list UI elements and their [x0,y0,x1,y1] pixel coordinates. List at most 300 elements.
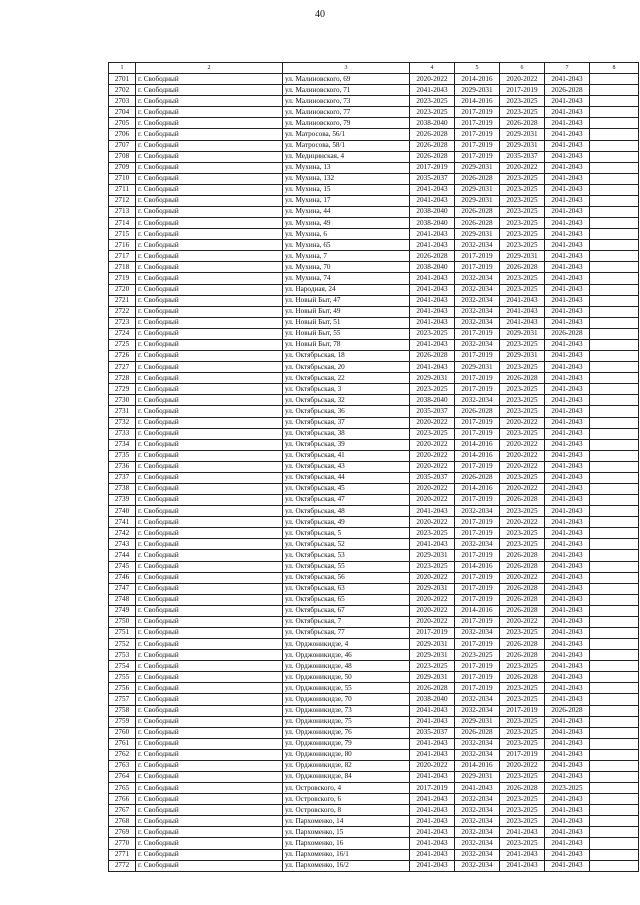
row-number-cell: 2747 [109,583,136,594]
row-number-cell: 2720 [109,284,136,295]
table-row [109,827,639,838]
row-number-cell: 2757 [109,694,136,705]
period-cell: 2017-2019 [455,517,500,528]
period-cell: 2041-2043 [545,107,590,118]
period-cell: 2023-2025 [500,683,545,694]
note-cell [590,284,639,295]
table-row [109,605,639,616]
address-cell: ул. Октябрьская, 7 [283,616,410,627]
table-row [109,472,639,483]
period-cell: 2041-2043 [545,572,590,583]
column-header: 2 [136,63,283,74]
period-cell: 2029-2031 [410,639,455,650]
address-cell: ул. Октябрьская, 32 [283,395,410,406]
period-cell: 2041-2043 [545,749,590,760]
row-number-cell: 2722 [109,306,136,317]
table-body [109,74,639,872]
row-number-cell: 2761 [109,738,136,749]
period-cell: 2041-2043 [410,85,455,96]
city-cell: г. Свободный [136,306,283,317]
city-cell: г. Свободный [136,96,283,107]
period-cell: 2026-2028 [410,251,455,262]
period-cell: 2023-2025 [500,772,545,783]
period-cell: 2041-2043 [500,849,545,860]
note-cell [590,838,639,849]
table-row [109,240,639,251]
note-cell [590,229,639,240]
period-cell: 2032-2034 [455,705,500,716]
period-cell: 2020-2022 [410,572,455,583]
address-cell: ул. Орджоникидзе, 48 [283,661,410,672]
period-cell: 2041-2043 [410,229,455,240]
city-cell: г. Свободный [136,661,283,672]
period-cell: 2017-2019 [500,85,545,96]
city-cell: г. Свободный [136,528,283,539]
period-cell: 2026-2028 [500,550,545,561]
address-cell: ул. Пархоменко, 16/2 [283,860,410,871]
row-number-cell: 2772 [109,860,136,871]
period-cell: 2023-2025 [500,284,545,295]
address-cell: ул. Орджоникидзе, 73 [283,705,410,716]
period-cell: 2041-2043 [545,827,590,838]
period-cell: 2029-2031 [410,373,455,384]
period-cell: 2020-2022 [410,594,455,605]
table-row [109,218,639,229]
address-cell: ул. Мухина, 6 [283,229,410,240]
address-cell: ул. Октябрьская, 56 [283,572,410,583]
table-header-row [109,63,639,74]
period-cell: 2041-2043 [500,860,545,871]
period-cell: 2023-2025 [500,727,545,738]
period-cell: 2041-2043 [410,849,455,860]
city-cell: г. Свободный [136,461,283,472]
period-cell: 2041-2043 [500,317,545,328]
table-row [109,295,639,306]
city-cell: г. Свободный [136,351,283,362]
row-number-cell: 2758 [109,705,136,716]
period-cell: 2020-2022 [500,74,545,85]
table-row [109,173,639,184]
period-cell: 2020-2022 [410,760,455,771]
note-cell [590,705,639,716]
period-cell: 2017-2019 [455,616,500,627]
city-cell: г. Свободный [136,705,283,716]
period-cell: 2017-2019 [455,683,500,694]
city-cell: г. Свободный [136,195,283,206]
period-cell: 2017-2019 [455,661,500,672]
address-cell: ул. Малиновского, 69 [283,74,410,85]
period-cell: 2020-2022 [410,439,455,450]
note-cell [590,406,639,417]
period-cell: 2023-2025 [500,539,545,550]
period-cell: 2032-2034 [455,539,500,550]
note-cell [590,384,639,395]
address-cell: ул. Октябрьская, 55 [283,561,410,572]
note-cell [590,295,639,306]
table-row [109,362,639,373]
period-cell: 2029-2031 [410,583,455,594]
note-cell [590,616,639,627]
period-cell: 2023-2025 [500,694,545,705]
period-cell: 2023-2025 [410,107,455,118]
address-cell: ул. Малиновского, 77 [283,107,410,118]
period-cell: 2020-2022 [500,162,545,173]
address-cell: ул. Орджоникидзе, 55 [283,683,410,694]
address-cell: ул. Орджоникидзе, 79 [283,738,410,749]
row-number-cell: 2723 [109,317,136,328]
period-cell: 2041-2043 [545,295,590,306]
table-row [109,339,639,350]
period-cell: 2026-2028 [455,472,500,483]
city-cell: г. Свободный [136,760,283,771]
period-cell: 2041-2043 [545,151,590,162]
address-cell: ул. Мухина, 70 [283,262,410,273]
period-cell: 2023-2025 [500,661,545,672]
table-row [109,195,639,206]
city-cell: г. Свободный [136,262,283,273]
period-cell: 2041-2043 [545,339,590,350]
city-cell: г. Свободный [136,328,283,339]
note-cell [590,860,639,871]
city-cell: г. Свободный [136,140,283,151]
period-cell: 2041-2043 [545,528,590,539]
period-cell: 2041-2043 [545,450,590,461]
period-cell: 2041-2043 [410,362,455,373]
period-cell: 2023-2025 [545,783,590,794]
period-cell: 2020-2022 [410,483,455,494]
note-cell [590,738,639,749]
column-header: 7 [545,63,590,74]
city-cell: г. Свободный [136,506,283,517]
period-cell: 2041-2043 [545,362,590,373]
note-cell [590,118,639,129]
period-cell: 2026-2028 [455,406,500,417]
row-number-cell: 2739 [109,495,136,506]
row-number-cell: 2716 [109,240,136,251]
period-cell: 2017-2019 [455,495,500,506]
period-cell: 2032-2034 [455,838,500,849]
address-cell: ул. Мухина, 65 [283,240,410,251]
address-cell: ул. Орджоникидзе, 80 [283,749,410,760]
period-cell: 2041-2043 [410,184,455,195]
address-cell: ул. Октябрьская, 52 [283,539,410,550]
period-cell: 2041-2043 [545,517,590,528]
address-cell: ул. Новый Быт, 51 [283,317,410,328]
city-cell: г. Свободный [136,317,283,328]
address-cell: ул. Октябрьская, 5 [283,528,410,539]
period-cell: 2017-2019 [455,639,500,650]
table-row [109,594,639,605]
column-header: 6 [500,63,545,74]
city-cell: г. Свободный [136,827,283,838]
row-number-cell: 2705 [109,118,136,129]
city-cell: г. Свободный [136,406,283,417]
address-cell: ул. Орджоникидзе, 75 [283,716,410,727]
period-cell: 2029-2031 [455,229,500,240]
period-cell: 2023-2025 [455,650,500,661]
note-cell [590,339,639,350]
row-number-cell: 2762 [109,749,136,760]
city-cell: г. Свободный [136,295,283,306]
table-row [109,616,639,627]
period-cell: 2041-2043 [545,594,590,605]
note-cell [590,428,639,439]
note-cell [590,627,639,638]
row-number-cell: 2703 [109,96,136,107]
address-cell: ул. Октябрьская, 37 [283,417,410,428]
period-cell: 2038-2040 [410,262,455,273]
city-cell: г. Свободный [136,605,283,616]
period-cell: 2041-2043 [545,672,590,683]
note-cell [590,74,639,85]
city-cell: г. Свободный [136,74,283,85]
note-cell [590,683,639,694]
row-number-cell: 2726 [109,351,136,362]
table-row [109,705,639,716]
period-cell: 2026-2028 [500,373,545,384]
period-cell: 2032-2034 [455,827,500,838]
row-number-cell: 2745 [109,561,136,572]
note-cell [590,827,639,838]
table-row [109,772,639,783]
period-cell: 2041-2043 [545,406,590,417]
city-cell: г. Свободный [136,373,283,384]
period-cell: 2020-2022 [410,417,455,428]
address-cell: ул. Орджоникидзе, 4 [283,639,410,650]
period-cell: 2038-2040 [410,207,455,218]
note-cell [590,506,639,517]
period-cell: 2041-2043 [410,716,455,727]
period-cell: 2041-2043 [545,96,590,107]
city-cell: г. Свободный [136,749,283,760]
period-cell: 2041-2043 [500,827,545,838]
table-row [109,351,639,362]
note-cell [590,251,639,262]
row-number-cell: 2765 [109,783,136,794]
period-cell: 2041-2043 [545,240,590,251]
period-cell: 2020-2022 [500,760,545,771]
period-cell: 2038-2040 [410,694,455,705]
address-cell: ул. Октябрьская, 43 [283,461,410,472]
period-cell: 2041-2043 [545,661,590,672]
period-cell: 2041-2043 [545,229,590,240]
table-row [109,284,639,295]
period-cell: 2023-2025 [410,328,455,339]
period-cell: 2041-2043 [545,140,590,151]
period-cell: 2041-2043 [545,650,590,661]
city-cell: г. Свободный [136,539,283,550]
period-cell: 2026-2028 [500,561,545,572]
period-cell: 2041-2043 [545,605,590,616]
table-row [109,860,639,871]
city-cell: г. Свободный [136,772,283,783]
city-cell: г. Свободный [136,240,283,251]
period-cell: 2041-2043 [410,339,455,350]
address-cell: ул. Октябрьская, 48 [283,506,410,517]
period-cell: 2026-2028 [455,207,500,218]
row-number-cell: 2763 [109,760,136,771]
period-cell: 2017-2019 [455,572,500,583]
row-number-cell: 2721 [109,295,136,306]
note-cell [590,495,639,506]
city-cell: г. Свободный [136,162,283,173]
city-cell: г. Свободный [136,783,283,794]
period-cell: 2041-2043 [455,783,500,794]
table-row [109,672,639,683]
period-cell: 2041-2043 [545,805,590,816]
period-cell: 2017-2019 [500,749,545,760]
period-cell: 2041-2043 [410,273,455,284]
address-cell: ул. Новый Быт, 47 [283,295,410,306]
city-cell: г. Свободный [136,716,283,727]
address-cell: ул. Мухина, 74 [283,273,410,284]
row-number-cell: 2742 [109,528,136,539]
period-cell: 2032-2034 [455,273,500,284]
period-cell: 2023-2025 [500,173,545,184]
note-cell [590,207,639,218]
note-cell [590,273,639,284]
period-cell: 2017-2019 [455,550,500,561]
table-row [109,373,639,384]
period-cell: 2041-2043 [410,240,455,251]
address-cell: ул. Октябрьская, 77 [283,627,410,638]
table-row [109,262,639,273]
period-cell: 2023-2025 [500,506,545,517]
city-cell: г. Свободный [136,672,283,683]
note-cell [590,373,639,384]
note-cell [590,317,639,328]
period-cell: 2020-2022 [500,461,545,472]
column-header: 1 [109,63,136,74]
column-header: 4 [410,63,455,74]
period-cell: 2023-2025 [500,384,545,395]
table-row [109,528,639,539]
period-cell: 2035-2037 [410,727,455,738]
address-cell: ул. Октябрьская, 47 [283,495,410,506]
period-cell: 2020-2022 [500,439,545,450]
period-cell: 2041-2043 [410,838,455,849]
city-cell: г. Свободный [136,207,283,218]
note-cell [590,306,639,317]
period-cell: 2041-2043 [545,539,590,550]
table-row [109,539,639,550]
period-cell: 2032-2034 [455,860,500,871]
period-cell: 2041-2043 [545,772,590,783]
note-cell [590,783,639,794]
table-row [109,417,639,428]
note-cell [590,184,639,195]
table-row [109,783,639,794]
period-cell: 2041-2043 [545,461,590,472]
address-cell: ул. Орджоникидзе, 50 [283,672,410,683]
city-cell: г. Свободный [136,838,283,849]
period-cell: 2017-2019 [455,384,500,395]
row-number-cell: 2719 [109,273,136,284]
city-cell: г. Свободный [136,650,283,661]
period-cell: 2023-2025 [500,738,545,749]
note-cell [590,572,639,583]
row-number-cell: 2767 [109,805,136,816]
period-cell: 2023-2025 [500,362,545,373]
note-cell [590,794,639,805]
period-cell: 2023-2025 [500,627,545,638]
table-row [109,495,639,506]
table-row [109,107,639,118]
city-cell: г. Свободный [136,439,283,450]
period-cell: 2041-2043 [545,118,590,129]
period-cell: 2041-2043 [545,550,590,561]
period-cell: 2041-2043 [545,849,590,860]
period-cell: 2032-2034 [455,395,500,406]
period-cell: 2020-2022 [410,616,455,627]
note-cell [590,140,639,151]
period-cell: 2017-2019 [410,162,455,173]
row-number-cell: 2759 [109,716,136,727]
column-header: 8 [590,63,639,74]
period-cell: 2020-2022 [500,483,545,494]
city-cell: г. Свободный [136,395,283,406]
period-cell: 2041-2043 [545,561,590,572]
period-cell: 2026-2028 [500,262,545,273]
row-number-cell: 2724 [109,328,136,339]
period-cell: 2026-2028 [500,672,545,683]
note-cell [590,539,639,550]
row-number-cell: 2729 [109,384,136,395]
period-cell: 2029-2031 [410,672,455,683]
note-cell [590,639,639,650]
row-number-cell: 2718 [109,262,136,273]
note-cell [590,173,639,184]
period-cell: 2041-2043 [545,683,590,694]
table-row [109,273,639,284]
period-cell: 2017-2019 [455,428,500,439]
address-cell: ул. Октябрьская, 63 [283,583,410,594]
period-cell: 2023-2025 [410,96,455,107]
period-cell: 2017-2019 [455,107,500,118]
note-cell [590,849,639,860]
period-cell: 2041-2043 [410,816,455,827]
period-cell: 2029-2031 [455,162,500,173]
city-cell: г. Свободный [136,129,283,140]
period-cell: 2041-2043 [410,860,455,871]
table-row [109,450,639,461]
period-cell: 2020-2022 [410,605,455,616]
address-cell: ул. Мухина, 17 [283,195,410,206]
period-cell: 2041-2043 [545,860,590,871]
note-cell [590,550,639,561]
row-number-cell: 2709 [109,162,136,173]
city-cell: г. Свободный [136,284,283,295]
note-cell [590,561,639,572]
address-cell: ул. Мухина, 15 [283,184,410,195]
period-cell: 2041-2043 [545,129,590,140]
period-cell: 2032-2034 [455,794,500,805]
note-cell [590,240,639,251]
city-cell: г. Свободный [136,184,283,195]
period-cell: 2023-2025 [410,428,455,439]
table-row [109,140,639,151]
row-number-cell: 2731 [109,406,136,417]
period-cell: 2023-2025 [500,395,545,406]
note-cell [590,96,639,107]
period-cell: 2041-2043 [410,705,455,716]
row-number-cell: 2732 [109,417,136,428]
period-cell: 2041-2043 [410,295,455,306]
period-cell: 2026-2028 [410,129,455,140]
note-cell [590,151,639,162]
period-cell: 2023-2025 [500,838,545,849]
note-cell [590,162,639,173]
